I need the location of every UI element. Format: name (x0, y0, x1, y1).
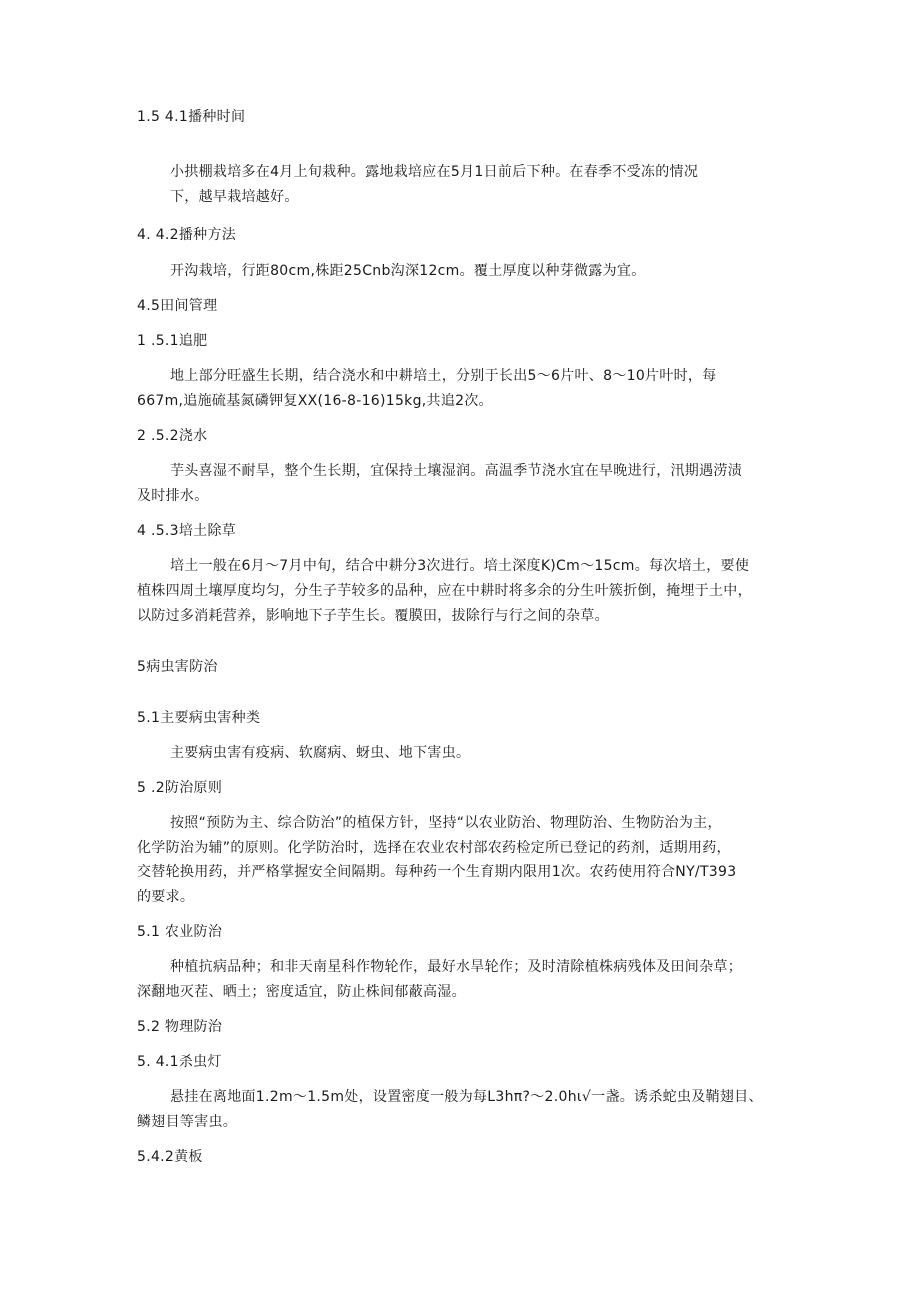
section-heading-sowing-method: 4. 4.2播种方法 (137, 227, 237, 243)
section-heading-physical-control: 5.2 物理防治 (137, 1019, 223, 1035)
section-heading-fertilizing: 1 .5.1追肥 (137, 333, 208, 349)
section-heading-pest-control: 5病虫害防治 (137, 659, 218, 675)
paragraph-line: 按照“预防为主、综合防治”的植保方针，坚持“以农业防治、物理防治、生物防治为主， (170, 815, 722, 831)
paragraph-line: 及时排水。 (137, 488, 209, 504)
section-heading-insect-lamp: 5. 4.1杀虫灯 (137, 1054, 222, 1070)
paragraph-line: 以防过多消耗营养，影响地下子芋生长。覆膜田，拔除行与行之间的杂草。 (137, 608, 609, 624)
paragraph-line: 化学防治为辅”的原则。化学防治时，选择在农业农村部农药检定所已登记的药剂，适期用药， (137, 840, 731, 856)
paragraph-line: 开沟栽培，行距80cm,株距25Cnb沟深12cm。覆土厚度以种芽微露为宜。 (170, 263, 646, 279)
section-heading-pest-types: 5.1主要病虫害种类 (137, 710, 261, 726)
paragraph-line: 悬挂在离地面1.2m～1.5m处，设置密度一般为每L3hπ?～2.0hι√一盏。诱杀蛇虫及鞘翅目、 (170, 1089, 763, 1105)
paragraph-line: 的要求。 (137, 889, 195, 905)
paragraph-line: 地上部分旺盛生长期，结合浇水和中耕培土，分别于长出5～6片叶、8～10片叶时，每 (170, 368, 717, 384)
paragraph-line: 667m,追施硫基氮磷钾复XX(16-8-16)15kg,共追2次。 (137, 393, 493, 409)
section-heading-earthing-weeding: 4 .5.3培土除草 (137, 523, 237, 539)
paragraph-line: 鳞翅目等害虫。 (137, 1114, 238, 1130)
paragraph-line: 深翻地灭茬、晒土；密度适宜，防止株间郁蔽高湿。 (137, 984, 466, 1000)
section-heading-agricultural-control: 5.1 农业防治 (137, 924, 223, 940)
paragraph-line: 植株四周土壤厚度均匀，分生子芋较多的品种，应在中耕时将多余的分生叶簇折倒，掩埋于土中， (137, 583, 752, 599)
section-heading-field-management: 4.5田间管理 (137, 298, 218, 314)
section-heading-watering: 2 .5.2浇水 (137, 428, 208, 444)
section-heading-principles: 5 .2防治原则 (137, 780, 223, 796)
paragraph-line: 下，越早栽培越好。 (170, 189, 299, 205)
paragraph-line: 培土一般在6月～7月中旬，结合中耕分3次进行。培土深度K)Cm～15cm。每次培土，要使 (170, 558, 750, 574)
paragraph-line: 小拱棚栽培多在4月上旬栽种。露地栽培应在5月1日前后下种。在春季不受冻的情况 (170, 164, 699, 180)
section-heading-sowing-time: 1.5 4.1播种时间 (137, 109, 246, 125)
paragraph-line: 种植抗病品种；和非天南星科作物轮作，最好水旱轮作；及时清除植株病残体及田间杂草； (170, 959, 742, 975)
paragraph-line: 芋头喜湿不耐旱，整个生长期，宜保持土壤湿润。高温季节浇水宜在早晚进行，汛期遇涝渍 (170, 463, 742, 479)
section-heading-yellow-board: 5.4.2黄板 (137, 1149, 203, 1165)
paragraph-line: 主要病虫害有疫病、软腐病、蚜虫、地下害虫。 (170, 745, 471, 761)
paragraph-line: 交替轮换用药，并严格掌握安全间隔期。每种药一个生育期内限用1次。农药使用符合NY/T393 (137, 864, 737, 880)
